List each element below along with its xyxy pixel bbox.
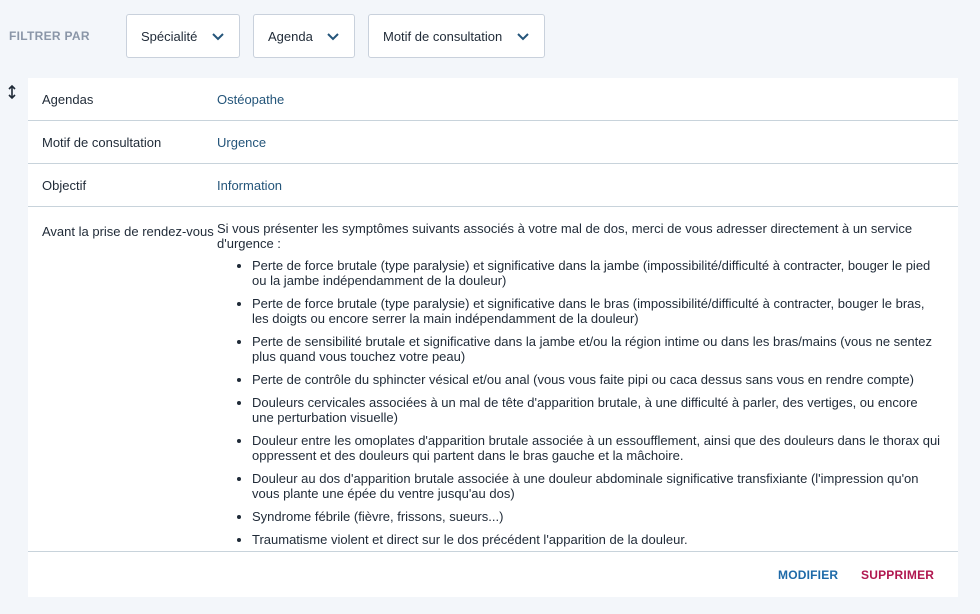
detail-row-pre-appointment: [28, 207, 958, 552]
consultation-reason-dropdown[interactable]: [368, 14, 545, 58]
filter-label: FILTRER PAR: [9, 29, 90, 43]
list-item: • Perte de contrôle du sphincter vésical et/ou anal (vous vous faite pipi ou caca dessus sans vous en rendre compte): [252, 372, 942, 387]
specialty-dropdown[interactable]: [126, 14, 240, 58]
detail-label: Objectif: [42, 178, 87, 193]
consultation-reason-dropdown-label: Motif de consultation: [383, 28, 503, 44]
list-item: • Perte de force brutale (type paralysie) et significative dans la jambe (impossibilité/difficulté à contracter, bouger le pied ou la jambe indépendamment de la douleur): [252, 258, 942, 288]
details-panel: [28, 78, 958, 597]
detail-label: Agendas: [42, 92, 94, 107]
chevron-down-icon: [211, 30, 225, 44]
list-item: • Perte de force brutale (type paralysie) et significative dans le bras (impossibilité/difficulté à contracter, bouger le bras, les doigts ou encore serrer la main indépendamment de la douleur): [252, 296, 942, 326]
agenda-dropdown[interactable]: [253, 14, 355, 58]
symptom-list: [217, 258, 942, 547]
detail-value: Information: [217, 178, 283, 193]
detail-row-objective: [28, 164, 958, 207]
list-item: • Traumatisme violent et direct sur le dos précédent l'apparition de la douleur.: [252, 532, 942, 547]
list-item: • Syndrome fébrile (fièvre, frissons, sueurs...): [252, 509, 942, 524]
detail-row-consultation-reason: [28, 121, 958, 164]
modify-button[interactable]: MODIFIER: [778, 568, 839, 582]
list-item: • Perte de sensibilité brutale et significative dans la jambe et/ou la région intime ou dans les bras/mains (vous ne sentez plus quand vous touchez votre peau): [252, 334, 942, 364]
drag-handle-icon[interactable]: [6, 84, 18, 100]
pre-appointment-content: [217, 221, 942, 555]
pre-appointment-intro: Si vous présenter les symptômes suivants associés à votre mal de dos, merci de vous adresser directement à un service d'urgence :: [217, 221, 913, 251]
list-item: • Douleur au dos d'apparition brutale associée à une douleur abdominale significative transfixiante (l'impression qu'on vous plante une épée du ventre jusqu'au dos): [252, 471, 942, 501]
detail-value: Urgence: [217, 135, 267, 150]
delete-button[interactable]: SUPPRIMER: [861, 568, 935, 582]
list-item: • Douleurs cervicales associées à un mal de tête d'apparition brutale, à une difficulté à parler, des vertiges, ou encore une perturbation visuelle): [252, 395, 942, 425]
detail-row-agendas: [28, 78, 958, 121]
detail-label: Motif de consultation: [42, 135, 162, 150]
list-item: • Douleur entre les omoplates d'apparition brutale associée à un essoufflement, ainsi que des douleurs dans le thorax qui oppressent et des douleurs qui partent dans le bras gauche et la mâchoire.: [252, 433, 942, 463]
filter-bar: [0, 14, 980, 58]
agenda-dropdown-label: Agenda: [268, 28, 313, 44]
specialty-dropdown-label: Spécialité: [141, 28, 198, 44]
detail-value: Ostéopathe: [217, 92, 285, 107]
chevron-down-icon: [516, 30, 530, 44]
detail-label: Avant la prise de rendez-vous: [42, 224, 214, 239]
chevron-down-icon: [326, 30, 340, 44]
action-bar: [28, 552, 958, 597]
